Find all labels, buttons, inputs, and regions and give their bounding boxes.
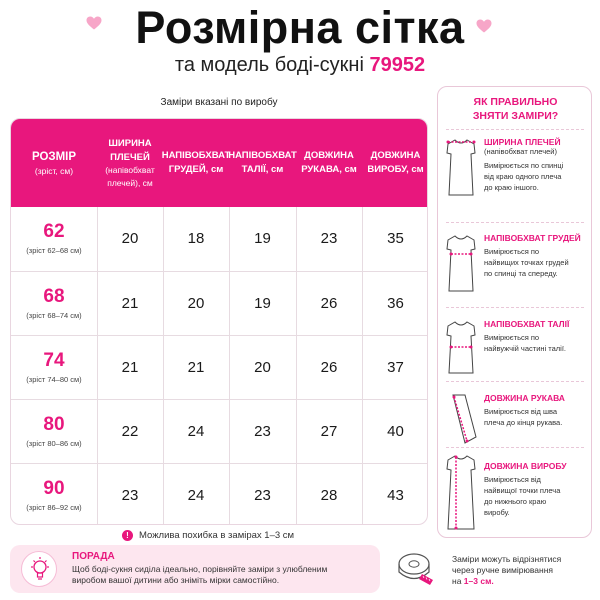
model-number: 79952	[369, 54, 426, 76]
header-size: РОЗМІР (зріст, см)	[31, 150, 77, 177]
guide-step-desc: Вимірюється по спинці від краю одного плеча до краю іншого.	[484, 160, 564, 192]
guide-step-label: ДОВЖИНА РУКАВА	[484, 393, 565, 403]
sleeve-icon	[443, 393, 479, 450]
size-cell: 68 (зріст 68–74 см)	[26, 285, 82, 321]
shoulders-cell: 21	[121, 295, 139, 312]
waist-cell: 23	[254, 423, 271, 440]
guide-step-desc: Вимірюється від найвищої точки плеча до нижнього краю виробу.	[484, 475, 561, 517]
shoulders-cell: 20	[121, 230, 139, 247]
guide-step-desc: Вимірюється по найвищих точках грудей по спинці та спереду.	[484, 247, 569, 278]
divider	[446, 381, 584, 382]
chest-cell: 21	[187, 359, 205, 376]
size-cell: 74 (зріст 74–80 см)	[26, 349, 82, 385]
size-table	[10, 118, 428, 525]
bodysuit-dress-icon	[443, 137, 479, 202]
sleeve-cell: 28	[320, 487, 338, 504]
measuring-tape-icon	[392, 545, 436, 591]
length-cell: 36	[387, 295, 404, 312]
size-cell: 80 (зріст 80–86 см)	[26, 413, 82, 449]
header-shoulders: ШИРИНА ПЛЕЧЕЙ (напівобхват плечей), см	[105, 137, 155, 188]
bodysuit-dress-icon	[443, 233, 479, 298]
lightbulb-icon	[21, 551, 57, 587]
shoulders-cell: 23	[121, 487, 139, 504]
chest-cell: 24	[187, 487, 205, 504]
table-row	[11, 463, 428, 525]
sleeve-cell: 23	[320, 230, 338, 247]
exclamation-icon: !	[122, 530, 133, 541]
waist-cell: 19	[254, 230, 271, 247]
guide-step-sublabel: (напівобхват плечей)	[484, 147, 557, 157]
chest-cell: 20	[187, 295, 205, 312]
header-length: ДОВЖИНА ВИРОБУ, см	[367, 150, 424, 175]
measurement-note: Заміри вказані по виробу	[160, 97, 278, 108]
guide-step-desc: Вимірюється від шва плеча до кінця рукава.	[484, 407, 563, 428]
shoulders-cell: 22	[121, 423, 139, 440]
divider	[446, 222, 584, 223]
guide-step-label: ДОВЖИНА ВИРОБУ	[484, 461, 567, 471]
length-cell: 35	[387, 230, 404, 247]
divider	[446, 129, 584, 130]
size-cell: 62 (зріст 62–68 см)	[26, 220, 82, 256]
shoulders-cell: 21	[121, 359, 139, 376]
tip-title: ПОРАДА	[72, 551, 115, 562]
waist-cell: 23	[254, 487, 271, 504]
tape-note	[392, 545, 600, 593]
bodysuit-dress-icon	[443, 453, 479, 536]
waist-cell: 19	[254, 295, 271, 312]
measure-guide-panel	[437, 86, 592, 538]
header-sleeve: ДОВЖИНА РУКАВА, см	[301, 150, 357, 175]
table-row	[11, 399, 428, 463]
table-header	[11, 119, 428, 207]
page-subtitle	[0, 54, 600, 77]
subtitle-text: та модель боді-сукні	[174, 54, 364, 76]
guide-step-label: НАПІВОБХВАТ ГРУДЕЙ	[484, 233, 581, 243]
guide-step-label: НАПІВОБХВАТ ТАЛІЇ	[484, 319, 570, 329]
tape-note-text: Заміри можуть відрізнятися через ручне вимірювання на 1–3 см.	[452, 554, 562, 587]
table-row	[11, 335, 428, 399]
tip-text: Щоб боді-сукня сиділа ідеально, порівняйте заміри з улюбленим виробом вашої дитини або зніміть мірки самостійно.	[72, 564, 328, 586]
length-cell: 40	[387, 423, 404, 440]
tip-box	[10, 545, 380, 593]
bodysuit-dress-icon	[443, 319, 479, 380]
header-chest: НАПІВОБХВАТ ГРУДЕЙ, см	[161, 150, 231, 175]
table-row	[11, 271, 428, 335]
sleeve-cell: 26	[320, 359, 338, 376]
divider	[446, 447, 584, 448]
chest-cell: 24	[187, 423, 205, 440]
guide-step-desc: Вимірюється по найвужчій частині талії.	[484, 333, 567, 354]
error-note	[122, 530, 294, 541]
size-cell: 90 (зріст 86–92 см)	[26, 477, 82, 513]
error-note-text: Можлива похибка в замірах 1–3 см	[139, 530, 295, 541]
guide-step-label: ШИРИНА ПЛЕЧЕЙ	[484, 137, 561, 147]
header-waist: НАПІВОБХВАТ ТАЛІЇ, см	[228, 150, 297, 175]
waist-cell: 20	[254, 359, 271, 376]
divider	[446, 307, 584, 308]
sleeve-cell: 26	[320, 295, 338, 312]
length-cell: 37	[387, 359, 404, 376]
guide-title: ЯК ПРАВИЛЬНО ЗНЯТИ ЗАМІРИ?	[472, 96, 559, 123]
length-cell: 43	[387, 487, 404, 504]
chest-cell: 18	[187, 230, 205, 247]
page-title: Розмірна сітка	[135, 2, 465, 53]
sleeve-cell: 27	[320, 423, 338, 440]
table-row	[11, 207, 428, 271]
